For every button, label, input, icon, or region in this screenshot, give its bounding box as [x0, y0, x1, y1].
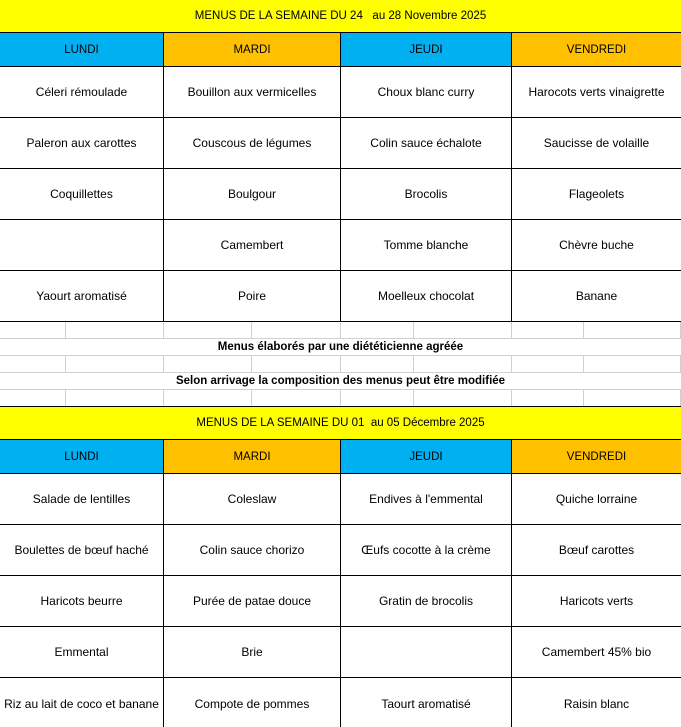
menu-cell: Saucisse de volaille: [543, 136, 650, 150]
menu-cell: Paleron aux carottes: [0, 118, 164, 168]
menu-cell: Colin sauce échalote: [341, 118, 512, 168]
week2-day-vendredi: VENDREDI: [512, 440, 681, 473]
menu-cell: Purée de patae douce: [164, 576, 341, 626]
week1-day-vendredi: VENDREDI: [512, 33, 681, 66]
week1-menu-row-starter: [0, 67, 681, 118]
week1-menu-row-cheese: [0, 220, 681, 271]
menu-cell: Banane: [575, 289, 618, 303]
menu-cell: Couscous de légumes: [164, 118, 341, 168]
week2-menu-row-dessert: [0, 678, 681, 727]
week1-menu-row-dessert: [0, 271, 681, 322]
menu-cell: Riz au lait de coco et banane: [0, 678, 164, 727]
week1-day-header: [0, 33, 681, 67]
menu-cell: Emmental: [0, 627, 164, 677]
menu-cell: Harocots verts vinaigrette: [528, 85, 665, 99]
menu-cell: Poire: [164, 271, 341, 321]
dietitian-note: Menus élaborés par une diététicienne agréée: [0, 339, 681, 356]
menu-cell: Moelleux chocolat: [341, 271, 512, 321]
menu-cell: Yaourt aromatisé: [0, 271, 164, 321]
menu-cell: Tomme blanche: [341, 220, 512, 270]
menu-cell: Brocolis: [341, 169, 512, 219]
menu-cell: Bœuf carottes: [558, 543, 635, 557]
week2-day-jeudi: JEUDI: [341, 440, 512, 473]
grid-spacer: [0, 322, 681, 339]
week1-day-mardi: MARDI: [164, 33, 341, 66]
week2-menu-row-cheese: [0, 627, 681, 678]
week2-menu-row-starter: [0, 474, 681, 525]
menu-cell: Quiche lorraine: [555, 492, 638, 506]
menu-cell: Compote de pommes: [164, 678, 341, 727]
menu-cell: Chèvre buche: [559, 238, 634, 252]
menu-cell: Haricots beurre: [0, 576, 164, 626]
week1-title: MENUS DE LA SEMAINE DU 24 au 28 Novembre 2025: [0, 0, 681, 33]
menu-cell: Coquillettes: [0, 169, 164, 219]
grid-spacer: [0, 390, 681, 407]
week1-day-lundi: LUNDI: [0, 33, 164, 66]
menu-cell: Colin sauce chorizo: [164, 525, 341, 575]
menu-cell: Choux blanc curry: [341, 67, 512, 117]
week1-menu-row-side: [0, 169, 681, 220]
menu-cell: Gratin de brocolis: [341, 576, 512, 626]
menu-cell: Boulettes de bœuf haché: [0, 525, 164, 575]
menu-cell: Œufs cocotte à la crème: [341, 525, 512, 575]
menu-cell: Coleslaw: [164, 474, 341, 524]
week2-day-header: [0, 440, 681, 474]
week2-day-mardi: MARDI: [164, 440, 341, 473]
week1-menu-row-main: [0, 118, 681, 169]
menu-cell: Taourt aromatisé: [341, 678, 512, 727]
menu-cell: [341, 627, 512, 677]
week2-menu-row-main: [0, 525, 681, 576]
week2-day-lundi: LUNDI: [0, 440, 164, 473]
menu-cell: Flageolets: [568, 187, 625, 201]
menu-cell: Raisin blanc: [563, 696, 630, 711]
menu-cell: Brie: [164, 627, 341, 677]
menu-cell: Céleri rémoulade: [0, 67, 164, 117]
menu-cell: Endives à l'emmental: [341, 474, 512, 524]
week1-day-jeudi: JEUDI: [341, 33, 512, 66]
menu-cell: Bouillon aux vermicelles: [164, 67, 341, 117]
menu-cell: Camembert 45% bio: [541, 645, 652, 659]
arrival-note: Selon arrivage la composition des menus peut être modifiée: [0, 373, 681, 390]
menu-cell: Camembert: [164, 220, 341, 270]
week2-menu-row-side: [0, 576, 681, 627]
menu-cell: Haricots verts: [559, 594, 634, 608]
grid-spacer: [0, 356, 681, 373]
menu-cell: [0, 220, 164, 270]
week2-title: MENUS DE LA SEMAINE DU 01 au 05 Décembre 2025: [0, 407, 681, 440]
menu-cell: Salade de lentilles: [0, 474, 164, 524]
menu-cell: Boulgour: [164, 169, 341, 219]
